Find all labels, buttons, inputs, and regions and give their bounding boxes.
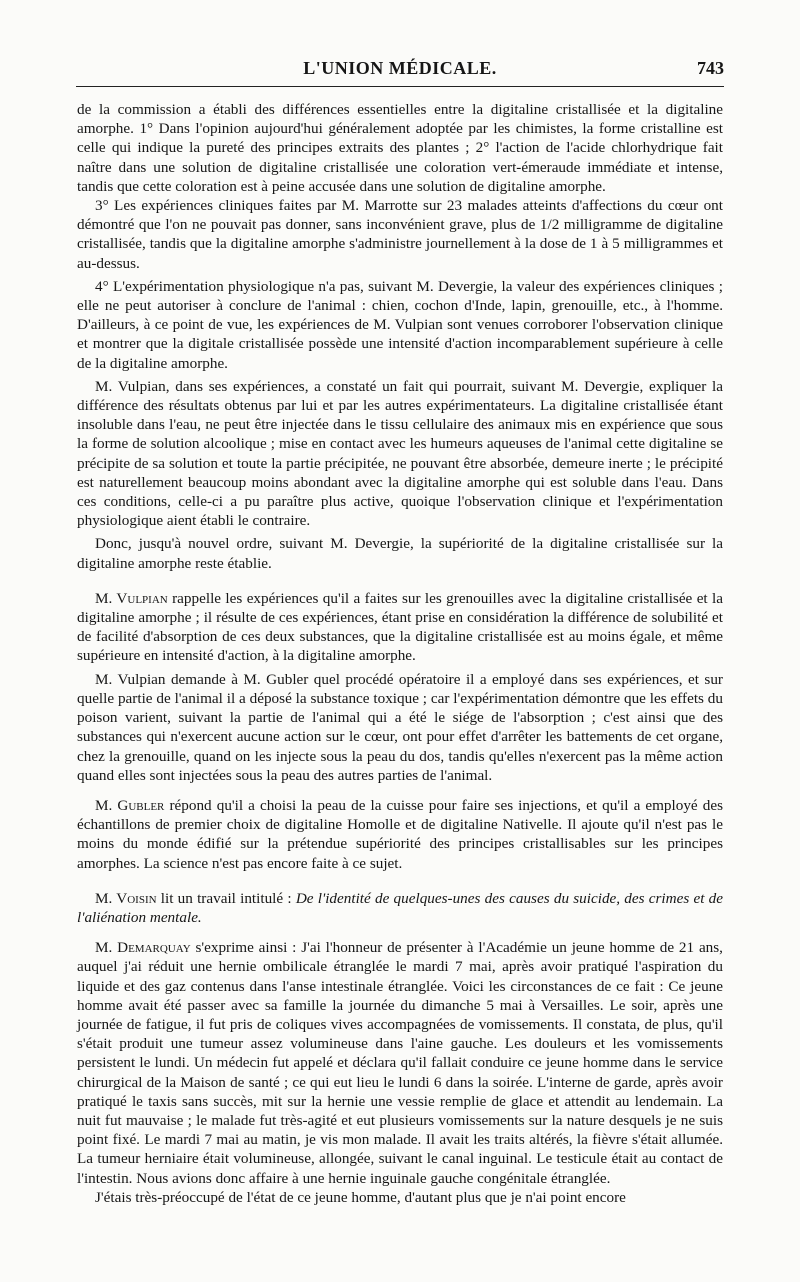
paragraph	[77, 796, 723, 873]
paragraph	[77, 589, 723, 666]
running-title: L'UNION MÉDICALE.	[303, 58, 497, 78]
paragraph: J'étais très-préoccupé de l'état de ce jeune homme, d'autant plus que je n'ai point encore	[95, 1188, 626, 1206]
header-rule	[76, 86, 724, 87]
paragraph-text: lit un travail intitulé :	[156, 889, 296, 907]
paragraph	[77, 889, 723, 927]
speaker-name: M. Voisin	[95, 889, 157, 907]
speaker-name: M. Demarquay	[95, 939, 191, 957]
paragraph-text: rappelle les expériences qu'il a faites sur les grenouilles avec la digitaline cristallisée et la digitaline amorphe ; il résulte de ces expériences, étant prise en considération la différence de solubilité et de facilité d'absorption de ces deux substances, que la digitaline cristallisée est au moins égale, et même supérieure en intensité d'action, à la digitaline amorphe.	[77, 589, 724, 665]
work-title: De l'identité de quelques-unes des causes du suicide, des crimes et de l'aliénation mentale.	[77, 889, 724, 926]
body-text	[77, 100, 723, 1207]
page-header	[0, 48, 800, 88]
paragraph	[77, 938, 723, 1188]
paragraph-text: s'exprime ainsi : J'ai l'honneur de présenter à l'Académie un jeune homme de 21 ans, auquel j'ai réduit une hernie ombilicale étranglée le mardi 7 mai, après avoir pratiqué l'aspiration du liquide et des gaz contenus dans l'anse intestinale étranglée. Voici les circonstances de ce fait : Ce jeune homme avait été passer avec sa famille la journée du dimanche 5 mai à Versailles. Le soir, après une journée de fatigue, il fut pris de coliques vives accompagnées de vomissements. Il constata, de plus, qu'il s'était produit une tumeur assez volumineuse dans l'aine gauche. Les douleurs et les vomissements persistent le lundi. Un médecin fut appelé et déclara qu'il fallait conduire ce jeune homme dans le service chirurgical de la Maison de santé ; ce qui eut lieu le lundi 6 dans la soirée. L'interne de garde, après avoir pratiqué le taxis sans succès, mit sur la hernie une vessie remplie de glace et attendit au lendemain. La nuit fut mauvaise ; le malade fut très-agité et eut plusieurs vomissements sur la nature desquels je ne suis point fixé. Le mardi 7 mai au matin, je vis mon malade. Il avait les traits altérés, la fièvre s'était allumée. La tumeur herniaire était volumineuse, allongée, suivant le canal inguinal. Le testicule était au contact de l'intestin. Nous avions donc affaire à une hernie inguinale gauche congénitale étranglée.	[77, 939, 723, 1187]
paragraph: M. Vulpian, dans ses expériences, a constaté un fait qui pourrait, suivant M. Devergie, expliquer la différence des résultats obtenus par lui et par les autres expérimentateurs. La digitaline cristallisée étant insoluble dans l'eau, ne peut être injectée dans le tissu cellulaire des animaux mis en expérience que sous la forme de solution alcoolique ; mise en contact avec les humeurs aqueuses de l'animal cette digitaline se précipite de sa solution et toute la partie précipitée, ne pouvant être absorbée, demeure inerte ; le précipité est naturellement beaucoup moins abondant avec la digitaline amorphe qui est soluble dans l'eau. Dans ces conditions, celle-ci a pu paraître plus active, quoique l'observation clinique et l'expérimentation physiologique aient établi le contraire.	[77, 377, 723, 530]
paragraph: de la commission a établi des différences essentielles entre la digitaline cristallisée et la digitaline amorphe. 1° Dans l'opinion aujourd'hui généralement adoptée par les chimistes, la forme cristalline est celle qui indique la pureté des principes extraits des plantes ; 2° l'action de l'acide chlorhydrique fait naître dans une solution de digitaline cristallisée une coloration vert-émeraude immédiate et intense, tandis que cette coloration est à peine accusée dans une solution de digitaline amorphe.	[77, 101, 723, 195]
paragraph: 3° Les expériences cliniques faites par M. Marrotte sur 23 malades atteints d'affections du cœur ont démontré que l'on ne pouvait pas donner, sans inconvénient grave, plus de 1/2 milligramme de digitaline cristallisée, tandis que la digitaline amorphe s'administre journellement à la dose de 1 à 5 milligrammes et au-dessus.	[77, 197, 723, 272]
paragraph: M. Vulpian demande à M. Gubler quel procédé opératoire il a employé dans ses expériences, et sur quelle partie de l'animal il a déposé la substance toxique ; car l'expérimentation démontre que les effets du poison varient, suivant la partie de l'animal qui a été le siége de l'absorption ; c'est ainsi que des substances qui n'exercent aucune action sur le cœur, ont pour effet d'arrêter les battements de cet organe, chez la grenouille, quand on les injecte sous la peau du dos, tandis qu'elles n'exercent pas la même action quand elles sont injectées sous la peau des autres parties de l'animal.	[77, 670, 723, 784]
paragraph: Donc, jusqu'à nouvel ordre, suivant M. Devergie, la supériorité de la digitaline cristallisée sur la digitaline amorphe reste établie.	[77, 535, 723, 572]
speaker-name: M. Vulpian	[95, 589, 168, 607]
speaker-name: M. Gubler	[95, 796, 165, 814]
page-number: 743	[697, 58, 724, 78]
paragraph-text: répond qu'il a choisi la peau de la cuisse pour faire ses injections, et qu'il a employé des échantillons de premier choix de digitaline Homolle et de digitaline Nativelle. Il ajoute qu'il n'est pas le moins du monde édifié sur la prétendue supériorité des principes cristallisables sur les principes amorphes. La science n'est pas encore faite à ce sujet.	[77, 796, 723, 872]
paragraph: 4° L'expérimentation physiologique n'a pas, suivant M. Devergie, la valeur des expériences cliniques ; elle ne peut autoriser à conclure de l'animal : chien, cochon d'Inde, lapin, grenouille, etc., à l'homme. D'ailleurs, à ce point de vue, les expériences de M. Vulpian sont venues corroborer l'observation clinique et montrer que la digitale cristallisée possède une intensité d'action incomparablement supérieure à celle de la digitaline amorphe.	[77, 277, 723, 372]
